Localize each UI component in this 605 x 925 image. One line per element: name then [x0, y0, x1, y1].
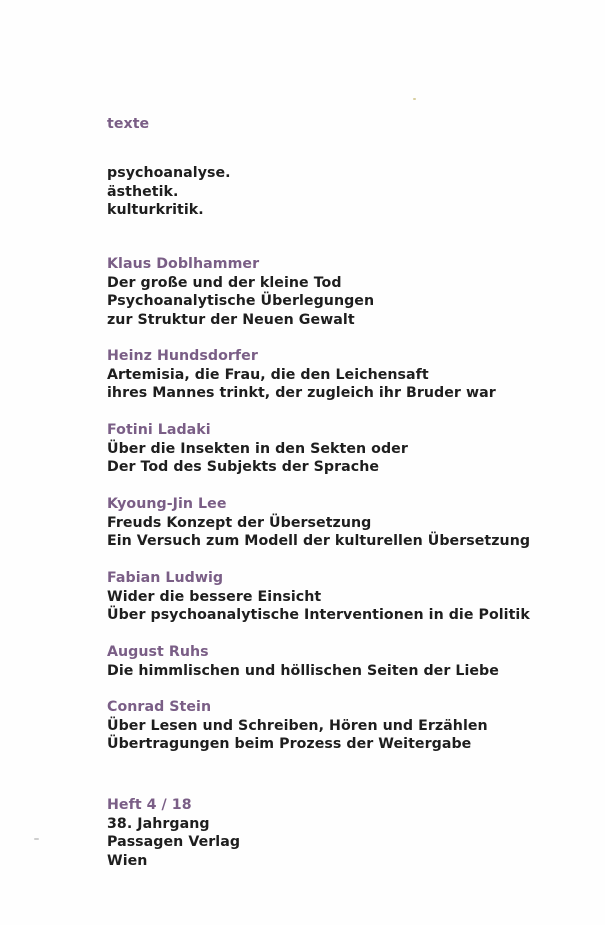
article-author: Klaus Doblhammer — [107, 256, 260, 272]
paper-speck — [413, 98, 416, 100]
imprint-block — [107, 796, 585, 870]
article-title-line: Über Lesen und Schreiben, Hören und Erzählen — [107, 717, 488, 734]
article-title-line: Freuds Konzept der Übersetzung — [107, 514, 372, 531]
article-author: Kyoung-Jin Lee — [107, 496, 227, 512]
article-title-line: Der große und der kleine Tod — [107, 274, 342, 291]
article-title-line: Die himmlischen und höllischen Seiten der Liebe — [107, 662, 499, 679]
series-label-block — [107, 115, 585, 134]
issue-number: Heft 4 / 18 — [107, 797, 192, 813]
article-title-line: Artemisia, die Frau, die den Leichensaft — [107, 366, 429, 383]
article-author: Conrad Stein — [107, 699, 212, 715]
article-title-line: Ein Versuch zum Modell der kulturellen Übersetzung — [107, 533, 531, 549]
paper-speck — [34, 838, 39, 840]
volume-year: 38. Jahrgang — [107, 815, 210, 832]
subject-item: kulturkritik. — [107, 202, 204, 218]
article-entry — [107, 255, 585, 329]
article-title-line: Über psychoanalytische Interventionen in die Politik — [107, 607, 530, 623]
article-author: August Ruhs — [107, 644, 209, 660]
article-entry — [107, 347, 585, 403]
article-title-line: Über die Insekten in den Sekten oder — [107, 440, 408, 457]
article-entry — [107, 495, 585, 551]
article-author: Fotini Ladaki — [107, 422, 211, 438]
publisher-city: Wien — [107, 852, 148, 869]
article-title-line: ihres Mannes trinkt, der zugleich ihr Bruder war — [107, 385, 496, 401]
article-author: Fabian Ludwig — [107, 570, 224, 586]
article-title-line: Der Tod des Subjekts der Sprache — [107, 459, 380, 475]
series-label: texte — [107, 116, 150, 132]
subject-list — [107, 164, 585, 220]
subject-item: psychoanalyse. — [107, 165, 231, 181]
article-title-line: Psychoanalytische Überlegungen — [107, 293, 375, 309]
article-entry — [107, 643, 585, 680]
article-title-line: Wider die bessere Einsicht — [107, 588, 322, 605]
article-author: Heinz Hundsdorfer — [107, 348, 258, 364]
subject-item: ästhetik. — [107, 183, 179, 200]
article-entry — [107, 698, 585, 754]
publisher-name: Passagen Verlag — [107, 834, 241, 850]
article-title-line: Übertragungen beim Prozess der Weitergabe — [107, 736, 472, 752]
article-entry — [107, 421, 585, 477]
article-entry — [107, 569, 585, 625]
article-title-line: zur Struktur der Neuen Gewalt — [107, 311, 355, 328]
